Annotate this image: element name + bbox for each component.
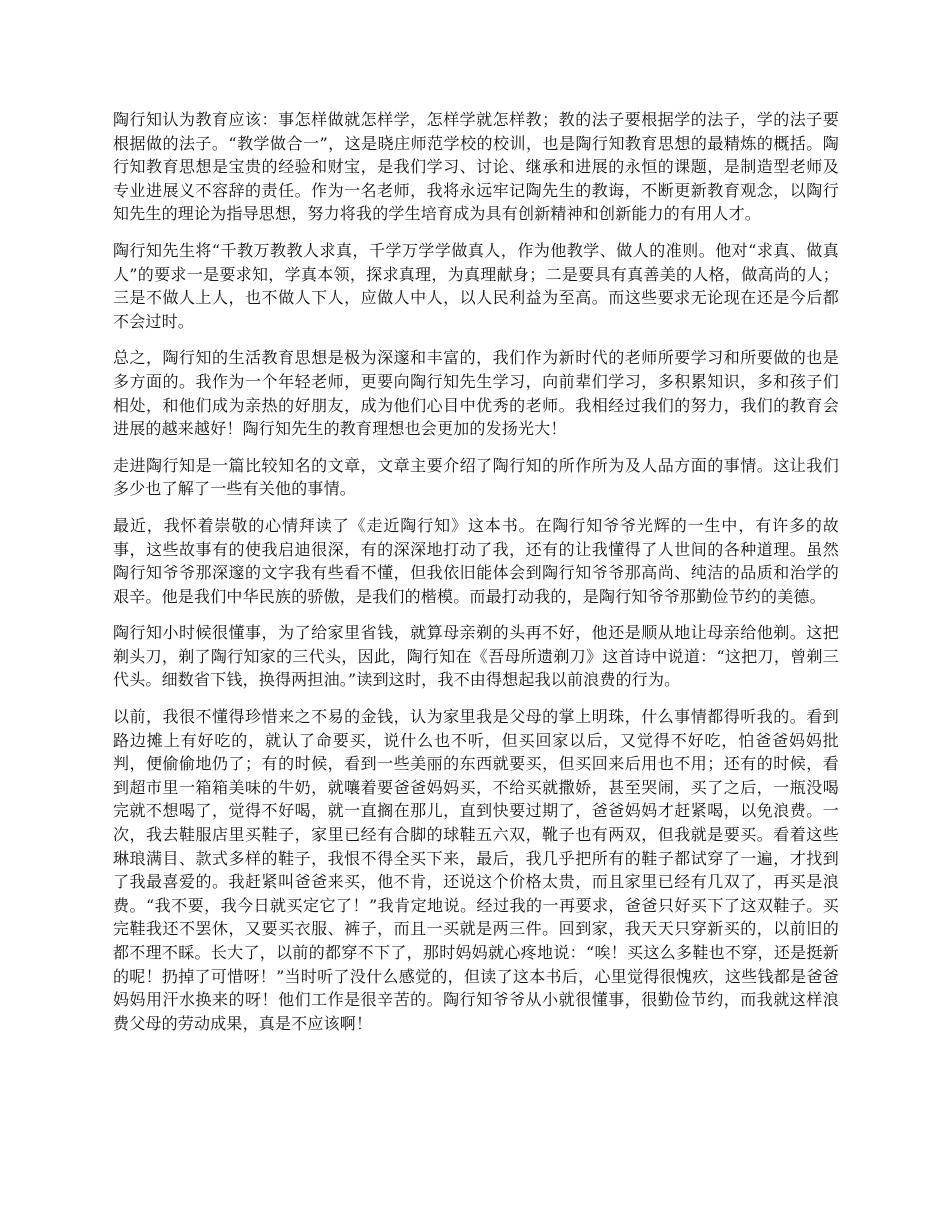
paragraph-7: 以前，我很不懂得珍惜来之不易的金钱，认为家里我是父母的掌上明珠，什么事情都得听我的。看到路边摊上有好吃的，就认了命要买，说什么也不听，但买回家以后，又觉得不好吃，怕爸爸妈妈批判，便偷偷地仍了；有的时候，看到一些美丽的东西就要买，但买回来后用也不用；还有的时候，看到超市里一箱箱美味的牛奶，就嚷着要爸爸妈妈买，不给买就撒娇，甚至哭闹，买了之后，一瓶没喝完就不想喝了，觉得不好喝，就一直搁在那儿，直到快要过期了，爸爸妈妈才赶紧喝，以免浪费。一次，我去鞋服店里买鞋子，家里已经有合脚的球鞋五六双，靴子也有两双，但我就是要买。看着这些琳琅满目、款式多样的鞋子，我恨不得全买下来，最后，我几乎把所有的鞋子都试穿了一遍，才找到了我最喜爱的。我赶紧叫爸爸来买，他不肯，还说这个价格太贵，而且家里已经有几双了，再买是浪费。“我不要，我今日就买定它了！”我肯定地说。经过我的一再要求，爸爸只好买下了这双鞋子。买完鞋我还不罢休，又要买衣服、裤子，而且一买就是两三件。回到家，我天天只穿新买的，以前旧的都不理不睬。长大了，以前的都穿不下了，那时妈妈就心疼地说：“唉！买这么多鞋也不穿，还是挺新的呢！扔掉了可惜呀！”当时听了没什么感觉的，但读了这本书后，心里觉得很愧疚，这些钱都是爸爸妈妈用汗水换来的呀！他们工作是很辛苦的。陶行知爷爷从小就很懂事，很勤俭节约，而我就这样浪费父母的劳动成果，真是不应该啊！ [113,707,839,1033]
paragraph-3: 总之，陶行知的生活教育思想是极为深邃和丰富的，我们作为新时代的老师所要学习和所要做的也是多方面的。我作为一个年轻老师，更要向陶行知先生学习，向前辈们学习，多积累知识，多和孩子们相处，和他们成为亲热的好朋友，成为他们心目中优秀的老师。我相经过我们的努力，我们的教育会进展的越来越好！陶行知先生的教育理想也会更加的发扬光大！ [113,348,839,439]
document-body [113,108,839,1048]
paragraph-1: 陶行知认为教育应该：事怎样做就怎样学，怎样学就怎样教；教的法子要根据学的法子，学的法子要根据做的法子。“教学做合一”，这是晓庄师范学校的校训，也是陶行知教育思想的最精炼的概括。陶行知教育思想是宝贵的经验和财宝，是我们学习、讨论、继承和进展的永恒的课题，是制造型老师及专业进展义不容辞的责任。作为一名老师，我将永远牢记陶先生的教诲，不断更新教育观念，以陶行知先生的理论为指导思想，努力将我的学生培育成为具有创新精神和创新能力的有用人才。 [113,110,839,224]
paragraph-5: 最近，我怀着崇敬的心情拜读了《走近陶行知》这本书。在陶行知爷爷光辉的一生中，有许多的故事，这些故事有的使我启迪很深，有的深深地打动了我，还有的让我懂得了人世间的各种道理。虽然陶行知爷爷那深邃的文字我有些看不懂，但我依旧能体会到陶行知爷爷那高尚、纯洁的品质和治学的艰辛。他是我们中华民族的骄傲，是我们的楷模。而最打动我的，是陶行知爷爷那勤俭节约的美德。 [113,515,839,606]
paragraph-4: 走进陶行知是一篇比较知名的文章，文章主要介绍了陶行知的所作所为及人品方面的事情。这让我们多少也了解了一些有关他的事情。 [113,455,839,499]
paragraph-6: 陶行知小时候很懂事，为了给家里省钱，就算母亲剃的头再不好，他还是顺从地让母亲给他剃。这把剃头刀，剃了陶行知家的三代头，因此，陶行知在《吾母所遗剃刀》这首诗中说道：“这把刀，曾剃三代头。细数省下钱，换得两担油。”读到这时，我不由得想起我以前浪费的行为。 [113,623,839,690]
paragraph-2: 陶行知先生将“千教万教教人求真，千学万学学做真人，作为他教学、做人的准则。他对“求真、做真人”的要求一是要求知，学真本领，探求真理，为真理献身；二是要具有真善美的人格，做高尚的人；三是不做人上人，也不做人下人，应做人中人，以人民利益为至高。而这些要求无论现在还是今后都不会过时。 [113,240,839,331]
